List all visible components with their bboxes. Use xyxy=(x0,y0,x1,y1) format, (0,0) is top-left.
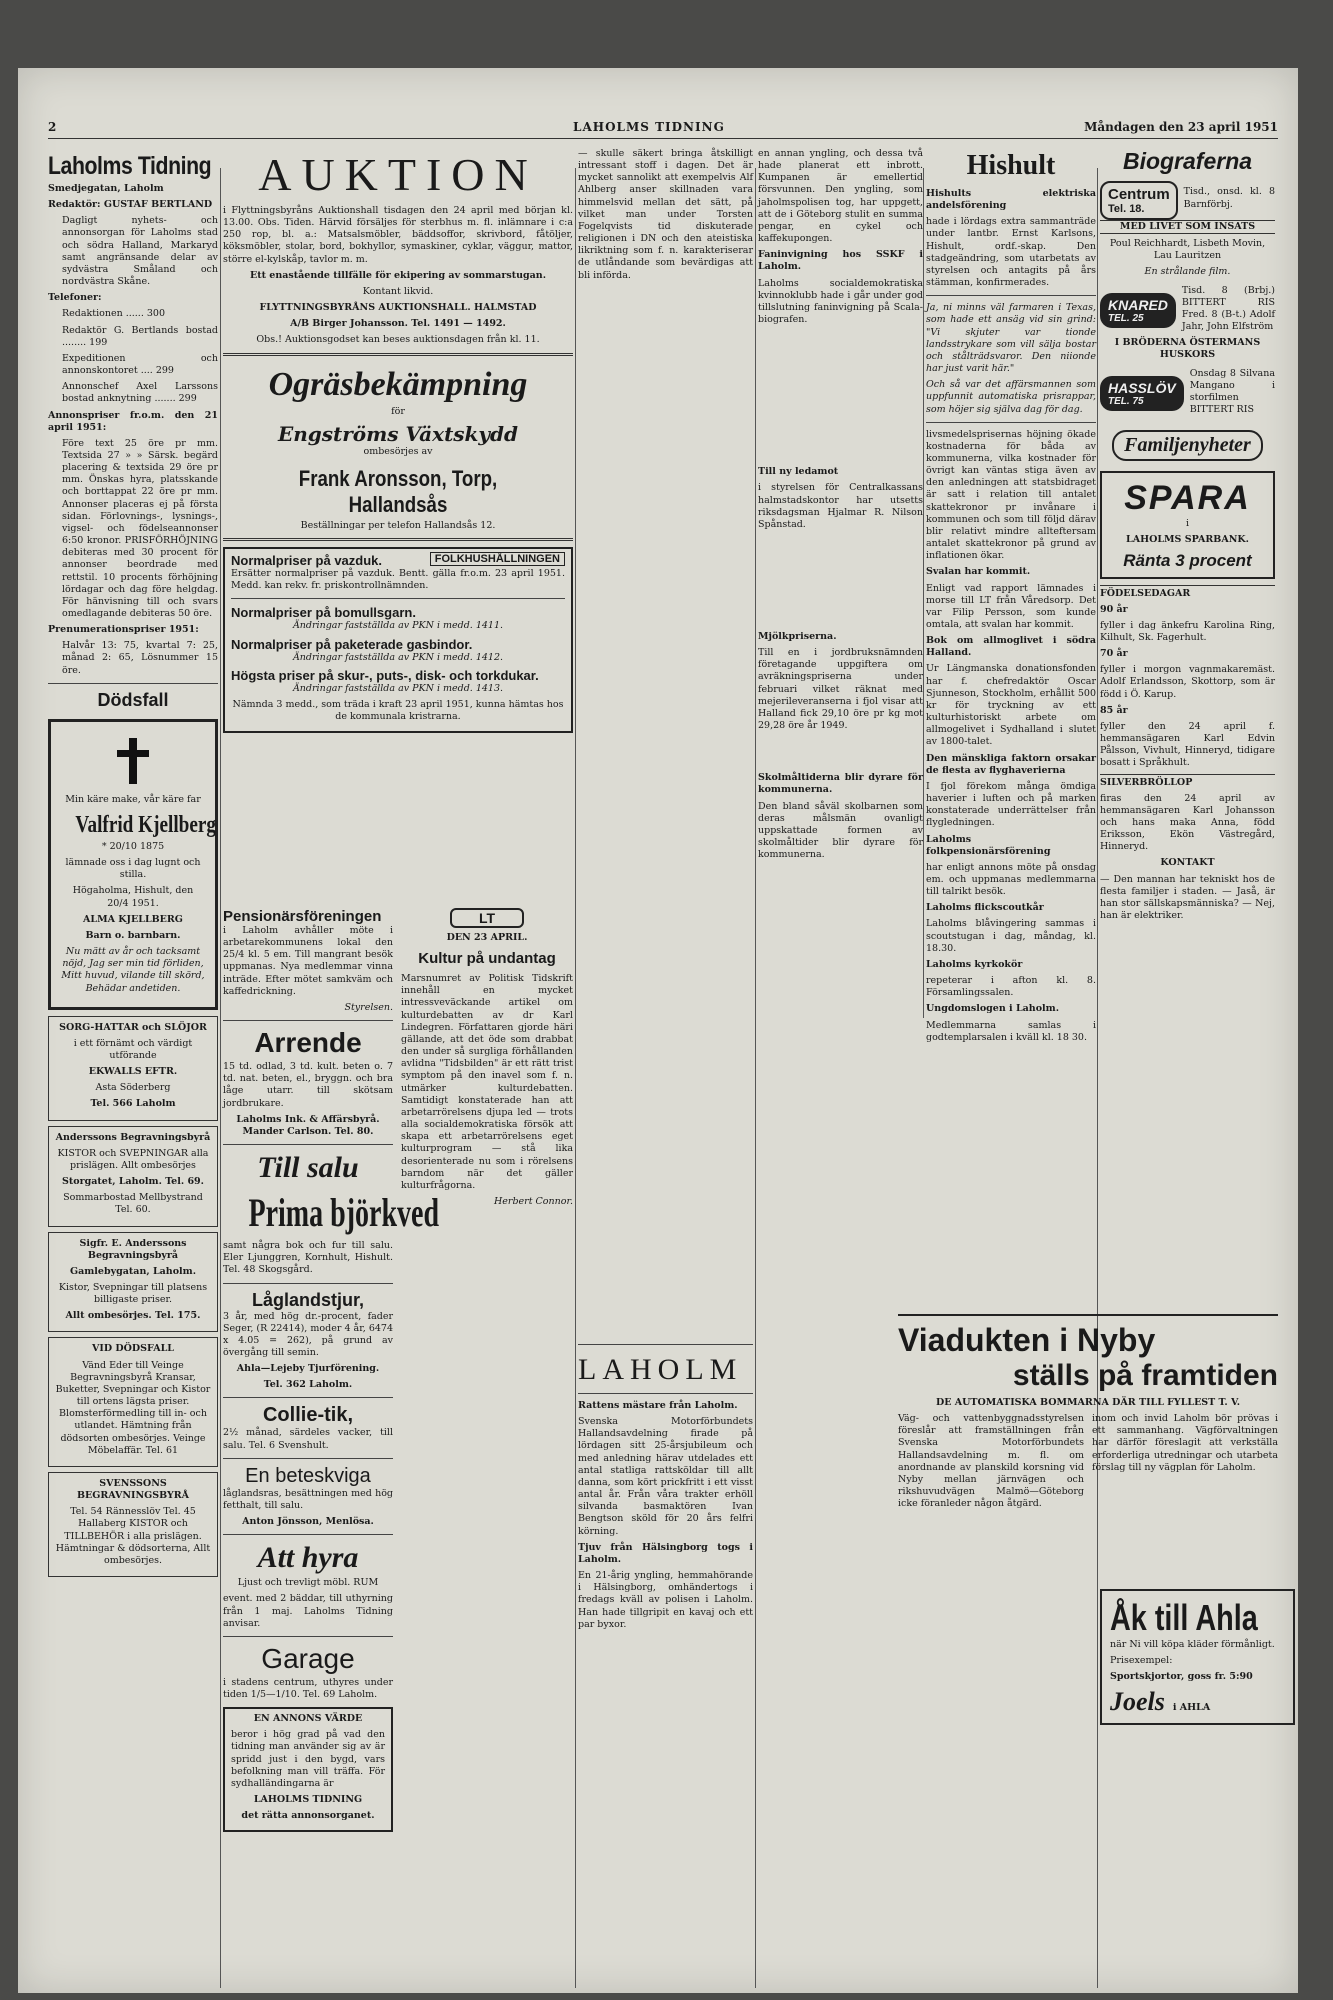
spara-i: i xyxy=(1185,518,1190,530)
column-rule xyxy=(220,168,221,1988)
article-text: Och så var det affärsmannen som uppfunnit automatiska prisrappar, som höjer sig själva dag för dag. xyxy=(926,379,1096,415)
birthdays-heading: FÖDELSEDAGAR xyxy=(1100,585,1275,600)
tjur-text: 3 år, med hög dr.-procent, fader Seger, (R 22414), moder 4 år, 6474 x 4.05 = 262), på grund av övergång till semin. xyxy=(223,1310,393,1358)
ad-svenssons xyxy=(48,1472,218,1577)
cinema-centrum xyxy=(1100,181,1275,220)
tjur-phone: Tel. 362 Laholm. xyxy=(263,1379,353,1391)
issue-date: Måndagen den 23 april 1951 xyxy=(1084,120,1278,134)
page-number: 2 xyxy=(48,120,57,134)
ad-summer: Sommarbostad Mellbystrand Tel. 60. xyxy=(63,1192,203,1216)
knared-logo xyxy=(1100,293,1176,328)
lt-badge: LT xyxy=(450,908,524,928)
knared-name: KNARED xyxy=(1108,297,1168,314)
knared-phone: TEL. 25 xyxy=(1108,313,1144,325)
article-heading: Laholms flickscoutkår xyxy=(926,902,1044,914)
ad-company: EKWALLS EFTR. xyxy=(88,1066,178,1078)
auction-heading: AUKTION xyxy=(258,149,538,200)
weed-for: för xyxy=(391,405,405,417)
deaths-heading: Dödsfall xyxy=(97,689,169,710)
centrum-info: Tisd., onsd. kl. 8 Barnförbj. xyxy=(1183,186,1275,210)
article-heading: Rattens mästare från Laholm. xyxy=(578,1400,738,1411)
weed-control-heading: Ogräsbekämpning xyxy=(268,365,528,403)
ad-sigfr-anderssons xyxy=(48,1232,218,1333)
auction-note: Obs.! Auktionsgodset kan beses auktionsdagen från kl. 11. xyxy=(256,334,540,346)
ad-body: Vänd Eder till Veinge Begravningsbyrå Kransar, Buketter, Svepningar och Kistor till ortens lägsta priser. Blomsterförmedling till in- och utlandet. Hämtning från dödsorten ombesörjes. Veinge Möbelaffär. Tel. 61 xyxy=(55,1359,211,1456)
children-line: Barn o. barnbarn. xyxy=(85,929,181,941)
pension-sign: Styrelsen. xyxy=(344,1001,393,1013)
beteskviga-seller: Anton Jönsson, Menlösa. xyxy=(242,1516,374,1528)
laholm-heading: LAHOLM xyxy=(578,1353,743,1386)
column-rule xyxy=(575,168,576,1988)
article-text: Medlemmarna samlas i godtemplarsalen i kväll kl. 18 30. xyxy=(926,1019,1096,1043)
deceased-name: Valfrid Kjellberg xyxy=(75,811,217,838)
ad-heading: SVENSSONS BEGRAVNINGSBYRÅ xyxy=(76,1477,190,1502)
joels-signature xyxy=(1110,1687,1285,1717)
ad-phone: Tel. 566 Laholm xyxy=(90,1098,176,1110)
divider xyxy=(898,1314,1278,1316)
divider xyxy=(48,683,218,684)
annons-end: det rätta annonsorganet. xyxy=(241,1810,375,1822)
divider xyxy=(223,1283,393,1284)
lt-date: DEN 23 APRIL. xyxy=(446,932,528,943)
arrende-text: 15 td. odlad, 3 td. kult. beten o. 7 td. nat. beten, el., bryggn. och bra låge utarr. till skötsam jordbrukare. xyxy=(223,1061,393,1109)
ad-address: Gamlebygatan, Laholm. xyxy=(69,1265,197,1277)
normal-price-title: Högsta priser på skur-, puts-, disk- och torkdukar. xyxy=(231,667,539,683)
article-heading: Till ny ledamot xyxy=(758,466,839,478)
auction-payment: Kontant likvid. xyxy=(362,285,434,297)
article-text: en annan yngling, och dessa två hade planerat ett inbrott. Kumpanen är emellertid försvunnen. Den yngling, som jaholmspolisen tog, har uppgett, att de i Göteborg stulit en summa pengar, en cykel och kaffekupongen. xyxy=(758,148,923,245)
article-text: I fjol förekom många ömdiga haverier i luften och på marken konstaterade underrättelser från flygledningen. xyxy=(926,780,1096,829)
telephone-line: Annonschef Axel Larssons bostad anknytning ....... 299 xyxy=(62,381,218,405)
annons-text: beror i hög grad på vad den tidning man använder sig av är spridd just i den bygd, vars befolkning man vill träffa. För sydhalländingarna är xyxy=(231,1729,385,1789)
column-articles-4 xyxy=(758,148,923,865)
joels-place: i AHLA xyxy=(1172,1702,1211,1714)
film-title: MED LIVET SOM INSATS xyxy=(1100,220,1275,234)
sub-column-culture xyxy=(401,908,573,1212)
normal-price-title: Normalpriser på vazduk. xyxy=(231,553,382,569)
arrende-heading: Arrende xyxy=(254,1027,362,1059)
auction-contact: A/B Birger Johansson. Tel. 1491 — 1492. xyxy=(290,318,506,330)
ahla-price: Sportskjortor, goss fr. 5:90 xyxy=(1110,1671,1253,1683)
viadukten-headline: Viadukten i Nyby xyxy=(898,1322,1156,1358)
article-text: Svenska Motorförbundets Hallandsavdelning firade på lördagen sitt 25-årsjubileum och med anledning härav utdelades ett antal statliga rattsköldar till allt danna, som kört prickfritt i ett visst antal år. Från våra trakter erhöll silvanda basmaktören Ivan Bengtson sköld för 20 års felfri körning. xyxy=(578,1416,753,1537)
telephone-heading: Telefoner: xyxy=(48,292,102,304)
ad-prices: Före text 25 öre pr mm. Textsida 27 » » Särsk. begärd placering & textsida 29 öre pr mm. Önskas hyra, platsskande och borttappat 22 öre pr mm. Annonser placeras ej på första sidan. Förlovnings-, lysnings-, vigsel- och födelseannonser 6:50 kronor. PRISFÖRHÖJNING debiteras med 30 procent för annonser beordrade med rettstil. 10 procents förhöjning lördagar och dag före helgdag. För hänvisning till och svars omedlagande debiteras 50 öre. xyxy=(62,437,218,619)
normal-price-title: Normalpriser på paketerade gasbindor. xyxy=(231,636,473,652)
divider xyxy=(578,1344,753,1345)
cinemas-heading: Biograferna xyxy=(1122,148,1253,174)
frank-aronsson: Frank Aronsson, Torp, Hallandsås xyxy=(298,465,498,517)
ad-prices-heading: Annonspriser fr.o.m. den 21 april 1951: xyxy=(48,409,218,433)
article-text: Till en i jordbruksnämnden företagande uppgiftera om avräkningspriserna under februari vilket räknat med mejerileveranserna i fjol visar att Halland fick 29,10 öre pr kg mot 29,28 öre år 1949. xyxy=(758,647,923,732)
ad-sorghattar xyxy=(48,1016,218,1121)
newspaper-title: Laholms Tidning xyxy=(48,152,212,180)
subscription-heading: Prenumerationspriser 1951: xyxy=(48,624,199,636)
column-cinemas-family xyxy=(1100,148,1275,1018)
normal-price-text: Ersätter normalpriser på vazduk. Bentt. gälla fr.o.m. 23 april 1951. Medd. kan rekv. fr. priskontrollnämnden. xyxy=(231,568,565,592)
family-news-heading: Familjenyheter xyxy=(1112,430,1263,461)
annons-paper: LAHOLMS TIDNING xyxy=(253,1794,363,1806)
telephone-line: Redaktör G. Bertlands bostad ........ 199 xyxy=(62,324,218,348)
paper-description: Dagligt nyhets- och annonsorgan för Laholms stad och södra Halland, Markaryd samt angränsande delar av sydvästra Småland och nordvästra Skåne. xyxy=(62,215,218,288)
article-text: har enligt annons möte på onsdag em. och uppmanas medlemmarna till talrikt besök. xyxy=(926,861,1096,898)
ad-body: Tel. 54 Rännesslöv Tel. 45 Hallaberg KISTOR och TILLBEHÖR i alla prislägen. Hämtningar & dödsorterna, Allt ombesörjes. xyxy=(55,1506,211,1566)
kontakt-text: — Den mannan har tekniskt hos de flesta familjer i staden. — Jaså, är han stor sällskapsmänniska? — Nej, han är elektriker. xyxy=(1100,873,1275,922)
divider xyxy=(223,1534,393,1535)
ad-phone: Allt ombesörjes. Tel. 175. xyxy=(65,1310,201,1322)
article-heading: Skolmåltiderna blir dyrare för kommunerna. xyxy=(758,772,923,796)
hasslov-name: HASSLÖV xyxy=(1108,380,1176,397)
column-rule xyxy=(923,168,924,1018)
arrende-contact: Laholms Ink. & Affärsbyrå. Mander Carlson. Tel. 80. xyxy=(236,1113,380,1137)
masthead xyxy=(48,118,1278,139)
divider xyxy=(223,538,573,541)
garage-heading: Garage xyxy=(261,1642,355,1674)
pension-heading: Pensionärsföreningen xyxy=(223,908,382,925)
article-text: Laholms blåvingering sammas i scoutstugan i dag, måndag, kl. 18.30. xyxy=(926,918,1096,954)
collie-heading: Collie-tik, xyxy=(262,1404,353,1427)
tjur-seller: Ahla—Lejeby Tjurförening. xyxy=(236,1363,380,1375)
subscription-prices: Halvår 13: 75, kvartal 7: 25, månad 2: 65, Lösnummer 15 öre. xyxy=(62,640,218,676)
divider xyxy=(223,1458,393,1459)
film-cast: Poul Reichhardt, Lisbeth Movin, Lau Lauritzen xyxy=(1109,238,1266,262)
family-news-banner xyxy=(1100,430,1275,461)
viadukten-article xyxy=(898,1308,1278,1514)
till-salu-heading: Till salu xyxy=(257,1151,359,1185)
article-heading: Mjölkpriserna. xyxy=(758,630,837,642)
birthday-age: 90 år xyxy=(1100,603,1128,615)
birthday-age: 85 år xyxy=(1100,704,1128,716)
article-text: repeterar i afton kl. 8. Församlingssalen. xyxy=(926,975,1096,999)
widow-name: ALMA KJELLBERG xyxy=(83,913,183,925)
obituary-text: lämnade oss i dag lugnt och stilla. xyxy=(65,857,201,881)
sub-column-classifieds xyxy=(223,908,440,1838)
hasslov-phone: TEL. 75 xyxy=(1108,396,1144,408)
article-text: i styrelsen för Centralkassans halmstadskontor har utsetts riksdagsman Hjalmar R. Nilson Spånstad. xyxy=(758,482,923,530)
cinema-knared xyxy=(1100,285,1275,338)
auction-highlight: Ett enastående tillfälle för ekipering av sommarstugan. xyxy=(249,269,546,281)
ad-heading: VID DÖDSFALL xyxy=(92,1343,174,1355)
annons-heading: EN ANNONS VÄRDE xyxy=(253,1713,363,1725)
divider xyxy=(926,295,1096,296)
birthday-text: fyller i dag änkefru Karolina Ring, Kilhult, Sk. Fagerhult. xyxy=(1100,619,1275,643)
sparbank-ad xyxy=(1100,471,1275,578)
ad-body: i ett förnämt och värdigt utförande xyxy=(73,1037,193,1061)
article-text: inom och invid Laholm bör prövas i ett sammanhang. Vägförvaltningen har därför föreslagit att verkställa erforderliga utredningar och utarbeta förslag till ny vägplan för Laholm. xyxy=(1092,1413,1278,1473)
article-heading: Bok om allmoglivet i södra Halland. xyxy=(926,635,1096,659)
normal-price-sub: Ändringar fastställda av PKN i medd. 1411. xyxy=(292,620,504,632)
article-heading: Tjuv från Hälsingborg togs i Laholm. xyxy=(578,1541,753,1565)
hasslov-info: Onsdag 8 Silvana Mangano i storfilmen BITTERT RIS xyxy=(1189,367,1275,416)
kontakt-heading: KONTAKT xyxy=(1160,857,1215,869)
article-text: Ur Längmanska donationsfonden har f. chefredaktör Oscar Sjunneson, Stockholm, erhållit 500 kr för tryckning av ett kulturhistoriskt arbete om allmogelivet i Sydhalland i slutet av 1800-talet. xyxy=(926,663,1096,748)
ahla-text: när Ni vill köpa kläder förmånligt. xyxy=(1110,1639,1275,1650)
hasslov-logo xyxy=(1100,376,1184,411)
divider xyxy=(578,1393,753,1394)
divider xyxy=(223,1144,393,1145)
birthday-age: 70 år xyxy=(1100,648,1128,660)
film-title: I BRÖDERNA ÖSTERMANS HUSKORS xyxy=(1114,337,1261,361)
article-heading: Svalan har kommit. xyxy=(926,566,1031,578)
film-tagline: En strålande film. xyxy=(1144,266,1231,278)
divider xyxy=(223,1636,393,1637)
weed-orders: Beställningar per telefon Hallandsås 12. xyxy=(300,519,496,531)
address: Smedjegatan, Laholm xyxy=(48,183,164,194)
kultur-author: Herbert Connor. xyxy=(494,1195,573,1207)
column-auction-ads xyxy=(223,148,573,1822)
viadukten-headline-2: ställs på framtiden xyxy=(1012,1359,1278,1392)
collie-text: 2½ månad, särdeles vacker, till salu. Tel. 6 Svenshult. xyxy=(223,1427,393,1451)
ad-body: KISTOR och SVEPNINGAR alla prislägen. Allt ombesörjes xyxy=(57,1147,209,1171)
obituary-intro: Min käre make, vår käre far xyxy=(65,793,201,805)
divider xyxy=(926,422,1096,423)
ad-vid-dodsfall xyxy=(48,1337,218,1466)
article-text: En 21-årig yngling, hemmahörande i Hälsingborg, omhändertogs i fredags kväll av polisen i Laholm. Han hade tillgripit en kavaj och ett par byxor. xyxy=(578,1570,753,1630)
centrum-logo xyxy=(1100,181,1178,220)
article-heading: Ungdomslogen i Laholm. xyxy=(926,1003,1060,1015)
divider xyxy=(231,598,565,599)
column-masthead-obituaries xyxy=(48,148,218,1582)
cinema-hasslov xyxy=(1100,368,1275,421)
engstroms-name: Engströms Växtskydd xyxy=(277,421,519,446)
ahla-ad xyxy=(1100,1589,1295,1725)
obituary-poem: Nu mätt av år och tacksamt nöjd, Jag ser min tid förliden, Mitt huvud, vilande till skörd, Behädar andetiden. xyxy=(61,946,205,994)
normal-price-sub: Ändringar fastställda av PKN i medd. 1412. xyxy=(292,651,504,663)
article-text: Enligt vad rapport lämnades i morse till LT från Våredsorp. Det var Filip Persson, som kunde omtala, att svalan har kommit. xyxy=(926,582,1096,630)
ad-heading: Anderssons Begravningsbyrå xyxy=(55,1131,211,1143)
normal-prices-notice xyxy=(223,547,573,733)
article-text: livsmedelsprisernas höjning ökade kostnaderna för båda av kommunerna, vilka kostnader för övrigt kan väntas stiga även av den anledningen att statsbidraget är satt i relation till antalet skattekronor pr invånare i kommunen och som till följd därav blir relativt mindre allteftersam antalet skattekronor på grund av inflationen ökar. xyxy=(926,428,1096,562)
birthday-text: fyller den 24 april f. hemmansägaren Karl Edvin Pålsson, Vivhult, Hinneryd, tidigare bosatt i Språkhult. xyxy=(1100,720,1275,769)
silver-wedding-text: firas den 24 april av hemmansägaren Karl Johansson och hans maka Anna, född Eriksson, Ekön Västregård, Hinneryd. xyxy=(1100,792,1275,853)
knared-info: Tisd. 8 (Brbj.) BITTERT RIS Fred. 8 (B-t.) Adolf Jahr, John Elfström xyxy=(1181,284,1275,333)
divider xyxy=(223,353,573,356)
newspaper-page xyxy=(18,68,1298,1993)
divider xyxy=(223,1020,393,1021)
birthday-text: fyller i morgon vagnmakaremäst. Adolf Erlandsson, Skottorp, som är född i Ö. Karup. xyxy=(1100,664,1275,700)
article-heading: Laholms folkpensionärsförening xyxy=(926,833,1051,857)
article-text: Den bland såväl skolbarnen som deras målsmän ovanligt uppskattade formen av skolmåltider blir dyrare för kommunerna. xyxy=(758,800,923,861)
normal-price-sub: Ändringar fastställda av PKN i medd. 1413. xyxy=(292,682,504,694)
hishult-heading: Hishult xyxy=(966,150,1056,181)
auction-text: i Flyttningsbyråns Auktionshall tisdagen den 24 april med början kl. 13.00. Obs. Tiden. Härvid försäljes för sterbhus m. fl. inlämnare i c:a 250 rop, bl. a.: Matsalsmöbler, bäddsoffor, skrivbord, fåtöljer, köksmöbler, stolar, bord, bokhyllor, symaskiner, cyklar, väggur, mattor, större el-kylskåp, tavlor m. m. xyxy=(223,205,573,265)
att-hyra-heading: Att hyra xyxy=(257,1541,359,1575)
ad-heading: Sigfr. E. Anderssons Begravningsbyrå xyxy=(79,1237,187,1261)
garage-text: i stadens centrum, uthyres under tiden 1/5—1/10. Tel. 69 Laholm. xyxy=(223,1676,393,1700)
ahla-prisex: Prisexempel: xyxy=(1110,1655,1173,1667)
annons-varde-box xyxy=(223,1707,393,1832)
normal-price-title: Normalpriser på bomullsgarn. xyxy=(231,605,416,621)
obituary-notice xyxy=(48,719,218,1010)
sparbank-name: LAHOLMS SPARBANK. xyxy=(1126,534,1249,546)
divider xyxy=(223,1397,393,1398)
interest-rate: Ränta 3 procent xyxy=(1123,550,1252,570)
joels-logo: Joels xyxy=(1110,1687,1165,1717)
editor: Redaktör: GUSTAF BERTLAND xyxy=(48,199,213,211)
centrum-name: Centrum xyxy=(1108,186,1170,203)
pension-text: i Laholm avhåller möte i arbetarekommunens lokal den 25/4 kl. 5 em. Till mangrant besök uppmanas. Nya medlemmar vinna inträde. Efter mötet samkväm och kaffedrickning. xyxy=(223,925,393,997)
ad-address: Storgatet, Laholm. Tel. 69. xyxy=(62,1176,204,1188)
laholm-section xyxy=(578,1338,753,1635)
ad-anderssons xyxy=(48,1126,218,1227)
normal-price-footer: Nämnda 3 medd., som träda i kraft 23 april 1951, kunna hämtas hos de kommunala kristrarna. xyxy=(232,698,564,722)
birth-date: * 20/10 1875 xyxy=(101,840,165,852)
spara-heading: SPARA xyxy=(1124,479,1251,518)
ad-owner: Asta Söderberg xyxy=(95,1082,171,1094)
article-heading: Laholms kyrkokör xyxy=(926,958,1023,970)
weed-ombesorjes: ombesörjes av xyxy=(363,445,433,457)
ahla-headline: Åk till Ahla xyxy=(1110,1597,1258,1638)
article-text: Laholms socialdemokratiska kvinnoklubb hade i går under god tillslutning faninvigning på Scala-biografen. xyxy=(758,277,923,326)
ad-heading: SORG-HATTAR och SLÖJOR xyxy=(59,1021,207,1033)
ad-body: Kistor, Svepningar till platsens billigaste priser. xyxy=(58,1282,208,1306)
telephone-line: Redaktionen ...... 300 xyxy=(62,308,166,320)
silver-wedding-heading: SILVERBRÖLLOP xyxy=(1100,774,1275,789)
tjur-heading: Låglandstjur, xyxy=(251,1289,365,1310)
auction-house: FLYTTNINGSBYRÅNS AUKTIONSHALL. HALMSTAD xyxy=(259,302,537,314)
article-heading: Den mänskliga faktorn orsakar de flesta av flyghaverierna xyxy=(926,752,1096,776)
telephone-line: Expeditionen och annonskontoret .... 299 xyxy=(62,352,218,377)
cross-icon xyxy=(129,738,137,784)
paper-name: LAHOLMS TIDNING xyxy=(573,120,725,134)
article-text: hade i lördags extra sammanträde under lantbr. Ernst Karlsons, Hishult, ordf.-skap. Den stadgeändring, som utarbetats av styrelsen och antagits på års stämman, konfirmerades. xyxy=(926,216,1096,289)
beteskviga-heading: En beteskviga xyxy=(245,1464,371,1487)
centrum-phone: Tel. 18. xyxy=(1108,203,1145,215)
column-rule xyxy=(1097,168,1098,1988)
kultur-heading: Kultur på undantag xyxy=(418,950,556,968)
beteskviga-text: låglandsras, besättningen med hög fetthalt, till salu. xyxy=(223,1487,393,1511)
column-hishult xyxy=(926,148,1096,1043)
column-articles-3 xyxy=(578,148,753,1630)
prima-heading: Prima björkved xyxy=(248,1190,440,1236)
prima-text: samt några bok och fur till salu. Eler Ljunggren, Kornhult, Hishult. Tel. 48 Skogsgård. xyxy=(223,1240,393,1276)
viadukten-subheading: DE AUTOMATISKA BOMMARNA DÄR TILL FYLLEST T. V. xyxy=(935,1397,1241,1408)
kultur-text: Marsnumret av Politisk Tidskrift innehåll en mycket intressveväckande artikel om kulturdebatten av dr Karl Lindegren. Författaren gjorde häri gällande, att det öde som drabbat den under så surgliga förhållanden avlidna "Tidsbilden" är ett rätt trist symptom på den inavel som f. n. utmärker kulturdebatten. Samtidigt konstaterade han att arbetarrörelsens djupa led — trots alla socialdemokratiska försök att skapa ett arbetarrörelsens eget kulturprogram — stå lika desorienterade nu som i rörelsens barndom när det gäller kulturfrågorna. xyxy=(401,973,573,1191)
article-text: — skulle säkert bringa åtskilligt intressant stoff i dagen. Det är mycket sannolikt att exempelvis Alf Ahlberg anser skillnaden vara himmelsvid mellan det sätt, på vilket man under Torsten Fogelqvists tid diskuterade religionen i DN och den ateistiska likriktning som f. n. karakteriserar de utlåndande som bevärdigas att bli införda. xyxy=(578,148,753,281)
rum-text: event. med 2 bäddar, till uthyrning från 1 maj. Laholms Tidning anvisar. xyxy=(223,1593,393,1629)
column-rule xyxy=(755,168,756,1988)
folkhushallningen-badge: FOLKHUSHÅLLNINGEN xyxy=(430,552,565,566)
article-heading: Hishults elektriska andelsförening xyxy=(926,188,1096,212)
obituary-place: Högaholma, Hishult, den 20/4 1951. xyxy=(72,885,194,909)
viadukten-body xyxy=(898,1413,1278,1514)
article-text: Väg- och vattenbyggnadsstyrelsen föreslår att framställningen från Svenska Motorförbundets Hallandsavdelning m. fl. om anordnande av planskild korsning vid Nyby mellan järnvägen och rikshuvudvägen Malmö—Göteborg icke föranleder någon åtgärd. xyxy=(898,1413,1084,1510)
att-hyra-text: Ljust och trevligt möbl. RUM xyxy=(237,1577,379,1589)
article-text: Ja, ni minns väl farmaren i Texas, som hade ett ansäg vid sin grind: "Vi skjuter var tionde landsstrykare som vill sälja bostar och stålträdsvaror. Den niionde har just varit här." xyxy=(926,302,1096,375)
article-heading: Faninvigning hos SSKF i Laholm. xyxy=(758,249,923,273)
